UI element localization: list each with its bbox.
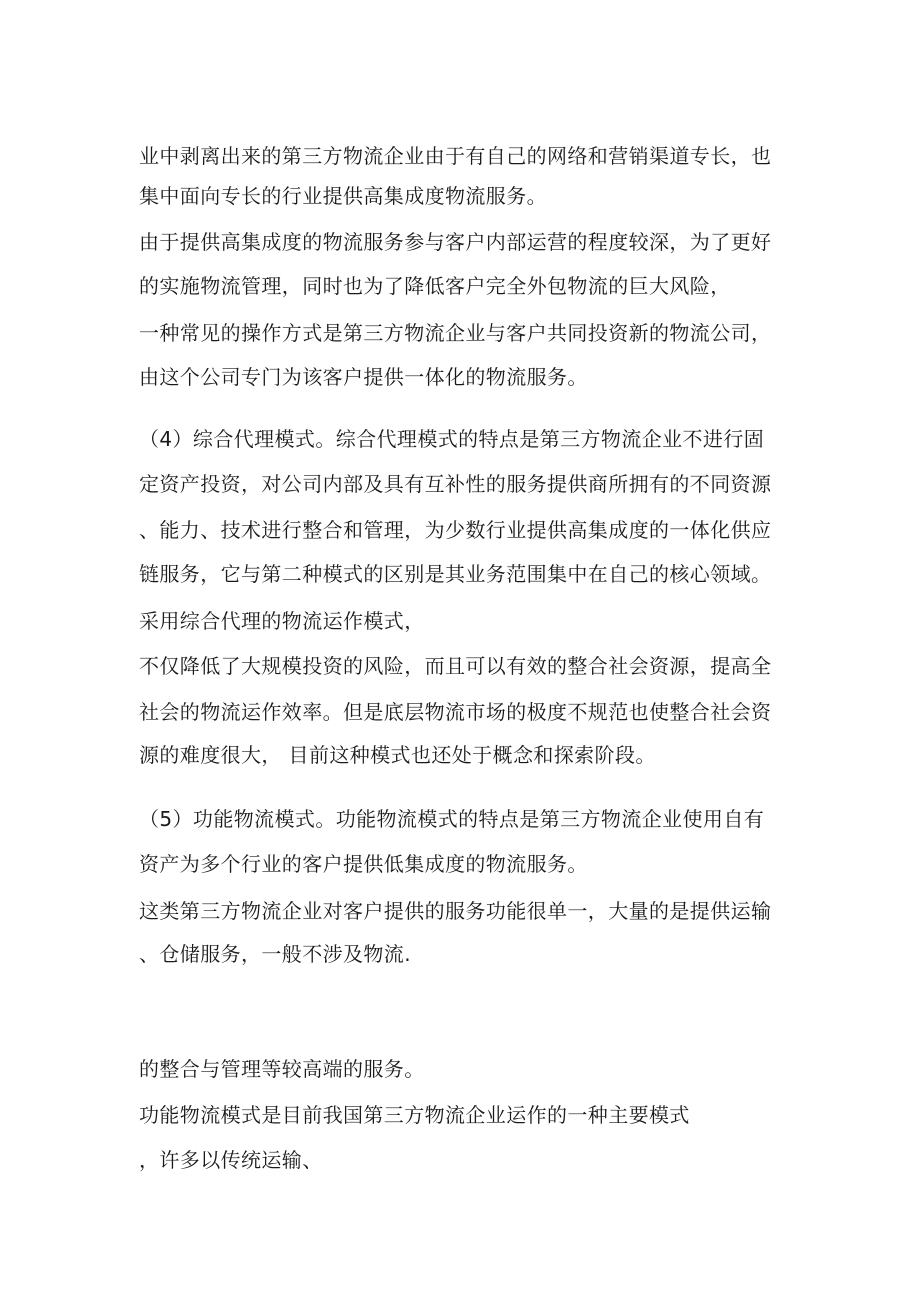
text-line: 资产为多个行业的客户提供低集成度的物流服务。	[139, 852, 588, 876]
text-line: 的实施物流管理，同时也为了降低客户完全外包物流的巨大风险，	[139, 274, 731, 298]
text-line: 由于提供高集成度的物流服务参与客户内部运营的程度较深，为了更好	[139, 230, 772, 254]
text-line: 的整合与管理等较高端的服务。	[139, 1057, 425, 1081]
text-line: 这类第三方物流企业对客户提供的服务功能很单一，大量的是提供运输	[139, 899, 772, 923]
text-line: ，许多以传统运输、	[139, 1148, 323, 1172]
text-line: 业中剥离出来的第三方物流企业由于有自己的网络和营销渠道专长，也	[139, 144, 772, 168]
text-line: 社会的物流运作效率。但是底层物流市场的极度不规范也使整合社会资	[139, 700, 772, 724]
text-line: 、仓储服务，一般不涉及物流.	[139, 942, 411, 966]
text-line: 集中面向专长的行业提供高集成度物流服务。	[139, 184, 547, 208]
text-line: 采用综合代理的物流运作模式，	[139, 609, 425, 633]
text-line: 由这个公司专门为该客户提供一体化的物流服务。	[139, 365, 588, 389]
text-line: 功能物流模式是目前我国第三方物流企业运作的一种主要模式	[139, 1103, 690, 1127]
text-line: （5）功能物流模式。功能物流模式的特点是第三方物流企业使用自有	[139, 807, 765, 831]
text-line: 一种常见的操作方式是第三方物流企业与客户共同投资新的物流公司，	[139, 321, 772, 345]
text-line: 定资产投资，对公司内部及具有互补性的服务提供商所拥有的不同资源	[139, 472, 772, 496]
text-line: 链服务，它与第二种模式的区别是其业务范围集中在自己的核心领域。	[139, 562, 772, 586]
text-line: 源的难度很大， 目前这种模式也还处于概念和探索阶段。	[139, 743, 656, 767]
text-line: 、能力、技术进行整合和管理，为少数行业提供高集成度的一体化供应	[139, 518, 772, 542]
text-line: 不仅降低了大规模投资的风险，而且可以有效的整合社会资源，提高全	[139, 654, 772, 678]
text-line: （4）综合代理模式。综合代理模式的特点是第三方物流企业不进行固	[139, 427, 765, 451]
